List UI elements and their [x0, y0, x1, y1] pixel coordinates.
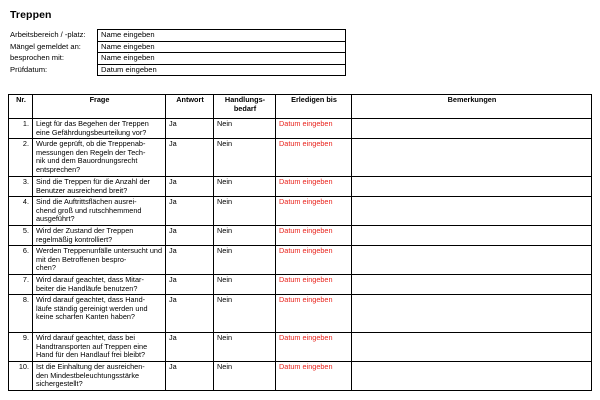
row-number: 7. — [9, 275, 33, 295]
row-due-date[interactable]: Datum eingeben — [276, 197, 352, 226]
table-row — [9, 177, 592, 197]
column-header-erledigen-bis: Erledigen bis — [276, 95, 352, 119]
row-number: 10. — [9, 362, 33, 391]
table-row — [9, 226, 592, 246]
info-row — [10, 41, 346, 53]
row-question: Wird der Zustand der Treppen regelmäßig kontrolliert? — [33, 226, 166, 246]
info-value-field[interactable]: Datum eingeben — [98, 64, 346, 76]
table-row — [9, 119, 592, 139]
row-due-date[interactable]: Datum eingeben — [276, 333, 352, 362]
row-due-date[interactable]: Datum eingeben — [276, 119, 352, 139]
column-header-bemerkungen: Bemerkungen — [352, 95, 592, 119]
info-label: besprochen mit: — [10, 53, 65, 63]
row-action-needed[interactable]: Nein — [214, 362, 276, 391]
row-due-date[interactable]: Datum eingeben — [276, 275, 352, 295]
row-remarks[interactable] — [352, 333, 592, 362]
row-number: 2. — [9, 139, 33, 177]
row-answer[interactable]: Ja — [166, 295, 214, 333]
column-header-handlungsbedarf: Handlungs- bedarf — [214, 95, 276, 119]
info-row — [10, 53, 346, 65]
row-question: Ist die Einhaltung der ausreichen- den Mindestbeleuchtungsstärke sichergestellt? — [33, 362, 166, 391]
row-action-needed[interactable]: Nein — [214, 197, 276, 226]
page-title: Treppen — [10, 9, 52, 21]
row-remarks[interactable] — [352, 295, 592, 333]
row-due-date[interactable]: Datum eingeben — [276, 226, 352, 246]
row-remarks[interactable] — [352, 119, 592, 139]
row-action-needed[interactable]: Nein — [214, 119, 276, 139]
row-due-date[interactable]: Datum eingeben — [276, 295, 352, 333]
row-number: 9. — [9, 333, 33, 362]
row-answer[interactable]: Ja — [166, 139, 214, 177]
row-answer[interactable]: Ja — [166, 275, 214, 295]
row-answer[interactable]: Ja — [166, 246, 214, 275]
column-header-antwort: Antwort — [166, 95, 214, 119]
row-due-date[interactable]: Datum eingeben — [276, 177, 352, 197]
row-question: Werden Treppenunfälle untersucht und mit den Betroffenen bespro- chen? — [33, 246, 166, 275]
info-value-field[interactable]: Name eingeben — [98, 41, 346, 53]
row-question: Wird darauf geachtet, dass bei Handtransporten auf Treppen eine Hand für den Handlauf frei bleibt? — [33, 333, 166, 362]
info-label: Prüfdatum: — [10, 64, 48, 74]
info-table — [10, 29, 346, 76]
row-number: 6. — [9, 246, 33, 275]
row-question: Wurde geprüft, ob die Treppenab- messungen den Regeln der Tech- nik und dem Bauordnungsrecht entsprechen? — [33, 139, 166, 177]
info-value-field[interactable]: Name eingeben — [98, 30, 346, 42]
row-action-needed[interactable]: Nein — [214, 177, 276, 197]
row-number: 1. — [9, 119, 33, 139]
table-row — [9, 362, 592, 391]
row-number: 8. — [9, 295, 33, 333]
row-number: 4. — [9, 197, 33, 226]
row-number: 5. — [9, 226, 33, 246]
row-answer[interactable]: Ja — [166, 177, 214, 197]
row-question: Sind die Treppen für die Anzahl der Benutzer ausreichend breit? — [33, 177, 166, 197]
info-value-field[interactable]: Name eingeben — [98, 53, 346, 65]
row-question: Wird darauf geachtet, dass Mitar- beiter die Handläufe benutzen? — [33, 275, 166, 295]
row-due-date[interactable]: Datum eingeben — [276, 139, 352, 177]
table-row — [9, 246, 592, 275]
checklist-table — [8, 94, 592, 391]
row-answer[interactable]: Ja — [166, 333, 214, 362]
row-due-date[interactable]: Datum eingeben — [276, 362, 352, 391]
row-action-needed[interactable]: Nein — [214, 275, 276, 295]
info-label: Arbeitsbereich / -platz: — [10, 30, 86, 39]
column-header-nr: Nr. — [9, 95, 33, 119]
row-remarks[interactable] — [352, 362, 592, 391]
row-remarks[interactable] — [352, 197, 592, 226]
row-action-needed[interactable]: Nein — [214, 139, 276, 177]
row-question: Sind die Auftrittsflächen ausrei- chend groß und rutschhemmend ausgeführt? — [33, 197, 166, 226]
row-answer[interactable]: Ja — [166, 197, 214, 226]
row-remarks[interactable] — [352, 226, 592, 246]
info-label: Mängel gemeldet an: — [10, 41, 81, 51]
row-answer[interactable]: Ja — [166, 362, 214, 391]
table-row — [9, 139, 592, 177]
row-action-needed[interactable]: Nein — [214, 333, 276, 362]
row-remarks[interactable] — [352, 246, 592, 275]
row-answer[interactable]: Ja — [166, 226, 214, 246]
row-due-date[interactable]: Datum eingeben — [276, 246, 352, 275]
table-header-row — [9, 95, 592, 119]
row-answer[interactable]: Ja — [166, 119, 214, 139]
info-row — [10, 64, 346, 76]
row-number: 3. — [9, 177, 33, 197]
table-row — [9, 275, 592, 295]
info-row — [10, 30, 346, 42]
column-header-frage: Frage — [33, 95, 166, 119]
row-question: Wird darauf geachtet, dass Hand- läufe ständig gereinigt werden und keine scharfen Kanten haben? — [33, 295, 166, 333]
table-row — [9, 197, 592, 226]
row-action-needed[interactable]: Nein — [214, 295, 276, 333]
row-action-needed[interactable]: Nein — [214, 246, 276, 275]
table-row — [9, 295, 592, 333]
row-action-needed[interactable]: Nein — [214, 226, 276, 246]
table-row — [9, 333, 592, 362]
row-remarks[interactable] — [352, 177, 592, 197]
row-question: Liegt für das Begehen der Treppen eine Gefährdungsbeurteilung vor? — [33, 119, 166, 139]
row-remarks[interactable] — [352, 139, 592, 177]
row-remarks[interactable] — [352, 275, 592, 295]
